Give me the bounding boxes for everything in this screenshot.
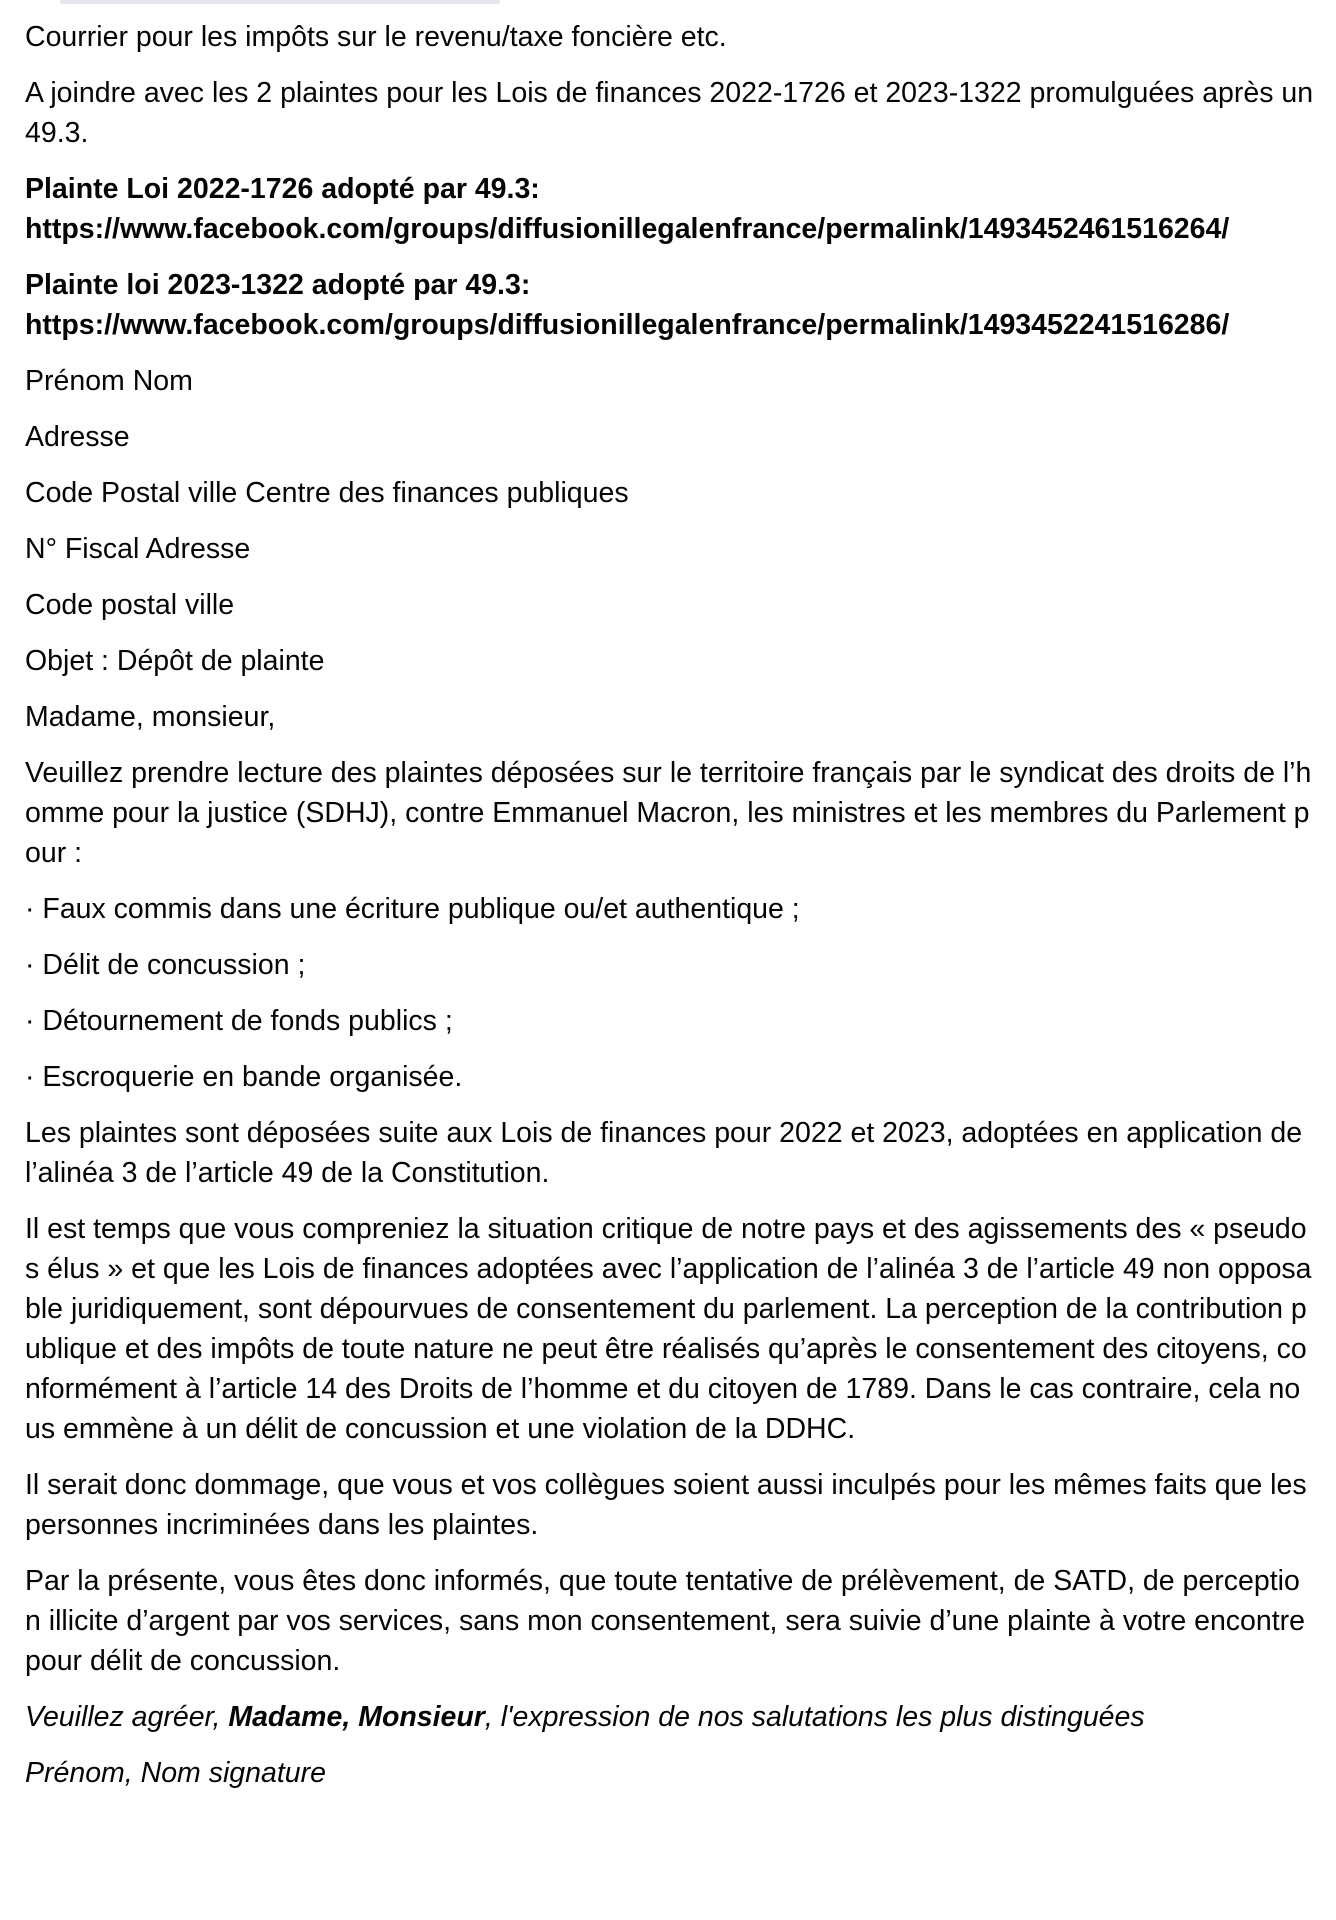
body-paragraph-2: Les plaintes sont déposées suite aux Lois de finances pour 2022 et 2023, adoptées en application de l’alinéa 3 de l’article 49 de la Constitution. [25,1117,1303,1189]
closing-line [25,1697,1315,1737]
sender-address: Adresse [25,421,130,453]
top-divider [60,0,500,4]
complaint-1 [25,169,1315,249]
complaint-1-link[interactable]: https://www.facebook.com/groups/diffusionillegalenfrance/permalink/1493452461516264/ [25,213,1230,245]
signature: Prénom, Nom signature [25,1757,326,1789]
bullet-item: · Escroquerie en bande organisée. [25,1061,463,1093]
intro-text: Courrier pour les impôts sur le revenu/taxe foncière etc. [25,21,727,53]
bullet-item: · Délit de concussion ; [25,949,306,981]
salutation: Madame, monsieur, [25,701,276,733]
postal-line: Code postal ville [25,589,235,621]
closing-bold: Madame, Monsieur [228,1701,485,1733]
fiscal-line: N° Fiscal Adresse [25,533,251,565]
body-paragraph-5: Par la présente, vous êtes donc informés, que toute tentative de prélèvement, de SATD, de perception illicite d’argent par vos services, sans mon consentement, sera suivie d’une plainte à votre encontre pour délit de concussion. [25,1565,1306,1677]
attach-text: A joindre avec les 2 plaintes pour les Lois de finances 2022-1726 et 2023-1322 promulguées après un 49.3. [25,77,1314,149]
closing-pre: Veuillez agréer, [25,1701,229,1733]
sender-name: Prénom Nom [25,365,193,397]
body-paragraph-3: Il est temps que vous compreniez la situation critique de notre pays et des agissements des « pseudos élus » et que les Lois de finances adoptées avec l’application de l’alinéa 3 de l’article 49 non opposable juridiquement, sont dépourvues de consentement du parlement. La perception de la contribution publique et des impôts de toute nature ne peut être réalisés qu’après le consentement des citoyens, conformément à l’article 14 des Droits de l’homme et du citoyen de 1789. Dans le cas contraire, cela nous emmène à un délit de concussion et une violation de la DDHC. [25,1213,1312,1445]
subject-line: Objet : Dépôt de plainte [25,645,325,677]
bullet-item: · Détournement de fonds publics ; [25,1005,453,1037]
complaint-1-title: Plainte Loi 2022-1726 adopté par 49.3: [25,173,540,205]
body-paragraph-4: Il serait donc dommage, que vous et vos collègues soient aussi inculpés pour les mêmes faits que les personnes incriminées dans les plaintes. [25,1469,1307,1541]
complaint-2-link[interactable]: https://www.facebook.com/groups/diffusionillegalenfrance/permalink/1493452241516286/ [25,309,1230,341]
body-paragraph-1: Veuillez prendre lecture des plaintes déposées sur le territoire français par le syndicat des droits de l’homme pour la justice (SDHJ), contre Emmanuel Macron, les ministres et les membres du Parlement pour : [25,757,1312,869]
recipient-line: Code Postal ville Centre des finances publiques [25,477,629,509]
closing-post: , l'expression de nos salutations les plus distinguées [484,1701,1145,1733]
complaint-2-title: Plainte loi 2023-1322 adopté par 49.3: [25,269,531,301]
post-body [25,17,1315,1809]
complaint-2 [25,265,1315,345]
bullet-item: · Faux commis dans une écriture publique ou/et authentique ; [25,893,800,925]
